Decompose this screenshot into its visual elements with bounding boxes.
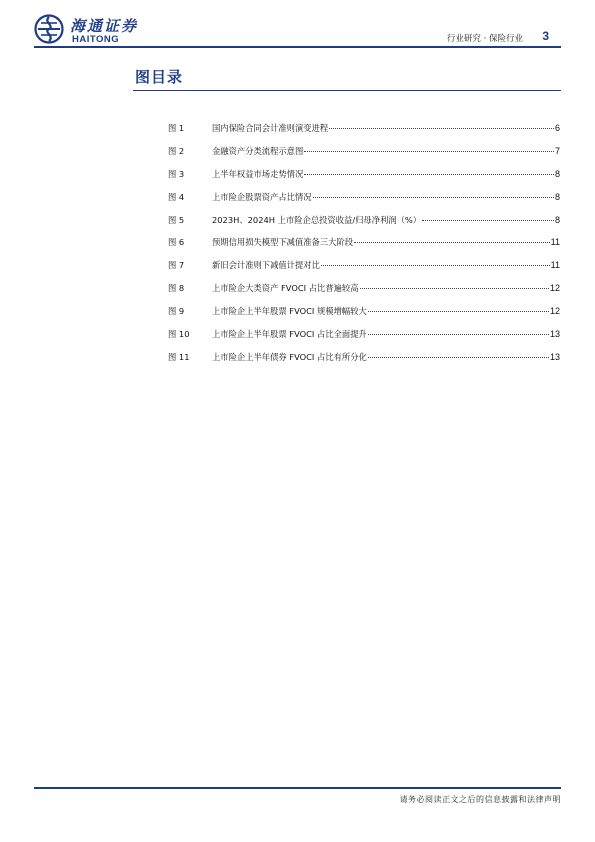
toc-leader: [368, 357, 549, 358]
toc-figure-label: 图 2: [168, 145, 185, 156]
toc-figure-label: 图 5: [168, 214, 185, 225]
header-section-label: 行业研究 · 保险行业: [446, 34, 523, 44]
toc-leader: [368, 334, 549, 335]
toc-page-number: 8: [554, 168, 560, 179]
header-divider: [34, 46, 561, 48]
toc-page-number: 12: [549, 283, 560, 294]
toc-leader: [321, 265, 550, 266]
toc-figure-title: 金融资产分类流程示意图: [212, 145, 304, 156]
toc-entry[interactable]: [168, 236, 560, 259]
toc-page-number: 8: [554, 191, 560, 202]
toc-figure-label: 图 4: [168, 191, 185, 202]
toc-figure-title: 新旧会计准则下减值计提对比: [212, 260, 320, 271]
toc-page-number: 6: [554, 123, 560, 133]
toc-leader: [360, 288, 549, 289]
toc-page-number: 7: [554, 145, 560, 156]
toc-figure-label: 图 1: [168, 123, 185, 133]
toc-entry[interactable]: [168, 122, 560, 145]
toc-figure-title: 上市险企上半年债券 FVOCI 占比有所分化: [212, 351, 367, 362]
toc-page-number: 8: [554, 214, 560, 225]
toc-figure-title: 上市险企上半年股票 FVOCI 占比全面提升: [212, 329, 367, 340]
page-title: 图目录: [135, 68, 184, 86]
toc-page-number: 13: [549, 351, 560, 362]
toc-figure-label: 图 3: [168, 168, 185, 179]
toc-leader: [304, 151, 554, 152]
toc-entry[interactable]: [168, 305, 560, 328]
toc-entry[interactable]: [168, 282, 560, 305]
title-divider: [133, 90, 561, 91]
footer-divider: [34, 787, 561, 789]
toc-page-number: 11: [550, 260, 560, 271]
toc-figure-label: 图 6: [168, 237, 185, 248]
toc-entry[interactable]: [168, 351, 560, 374]
toc-figure-label: 图 11: [168, 351, 190, 362]
page-number: 3: [542, 29, 549, 43]
toc-figure-title: 国内保险合同会计准则演变进程: [212, 123, 329, 133]
toc-leader: [313, 197, 554, 198]
toc-entry[interactable]: [168, 191, 560, 214]
toc-leader: [304, 174, 554, 175]
toc-leader: [329, 128, 554, 129]
logo-english-name: HAITONG: [72, 34, 120, 45]
toc-figure-label: 图 8: [168, 283, 185, 294]
toc-leader: [368, 311, 549, 312]
toc-figure-title: 上市险企上半年股票 FVOCI 规模增幅较大: [212, 306, 367, 317]
toc-page-number: 11: [550, 237, 560, 248]
toc-figure-title: 上市险企股票资产占比情况: [212, 191, 312, 202]
toc-entry[interactable]: [168, 259, 560, 282]
toc-figure-title: 上市险企大类资产 FVOCI 占比普遍较高: [212, 283, 359, 294]
toc-entry[interactable]: [168, 145, 560, 168]
toc-figure-label: 图 9: [168, 306, 185, 317]
toc-page-number: 12: [549, 306, 560, 317]
haitong-logo-icon: [34, 14, 64, 44]
toc-entry[interactable]: [168, 168, 560, 191]
toc-entry[interactable]: [168, 328, 560, 351]
toc-figure-title: 2023H、2024H 上市险企总投资收益/归母净利润（%）: [212, 214, 422, 225]
company-logo: [34, 14, 154, 48]
toc-figure-label: 图 10: [168, 329, 190, 340]
figure-list: [168, 122, 560, 374]
toc-entry[interactable]: [168, 214, 560, 237]
toc-leader: [354, 242, 550, 243]
toc-leader: [422, 220, 554, 221]
toc-figure-label: 图 7: [168, 260, 185, 271]
toc-figure-title: 上半年权益市场走势情况: [212, 168, 304, 179]
legal-disclaimer: 请务必阅读正文之后的信息披露和法律声明: [399, 795, 561, 804]
toc-figure-title: 预期信用损失模型下减值准备三大阶段: [212, 237, 354, 248]
toc-page-number: 13: [549, 329, 560, 340]
logo-chinese-name: 海通证券: [70, 17, 139, 35]
